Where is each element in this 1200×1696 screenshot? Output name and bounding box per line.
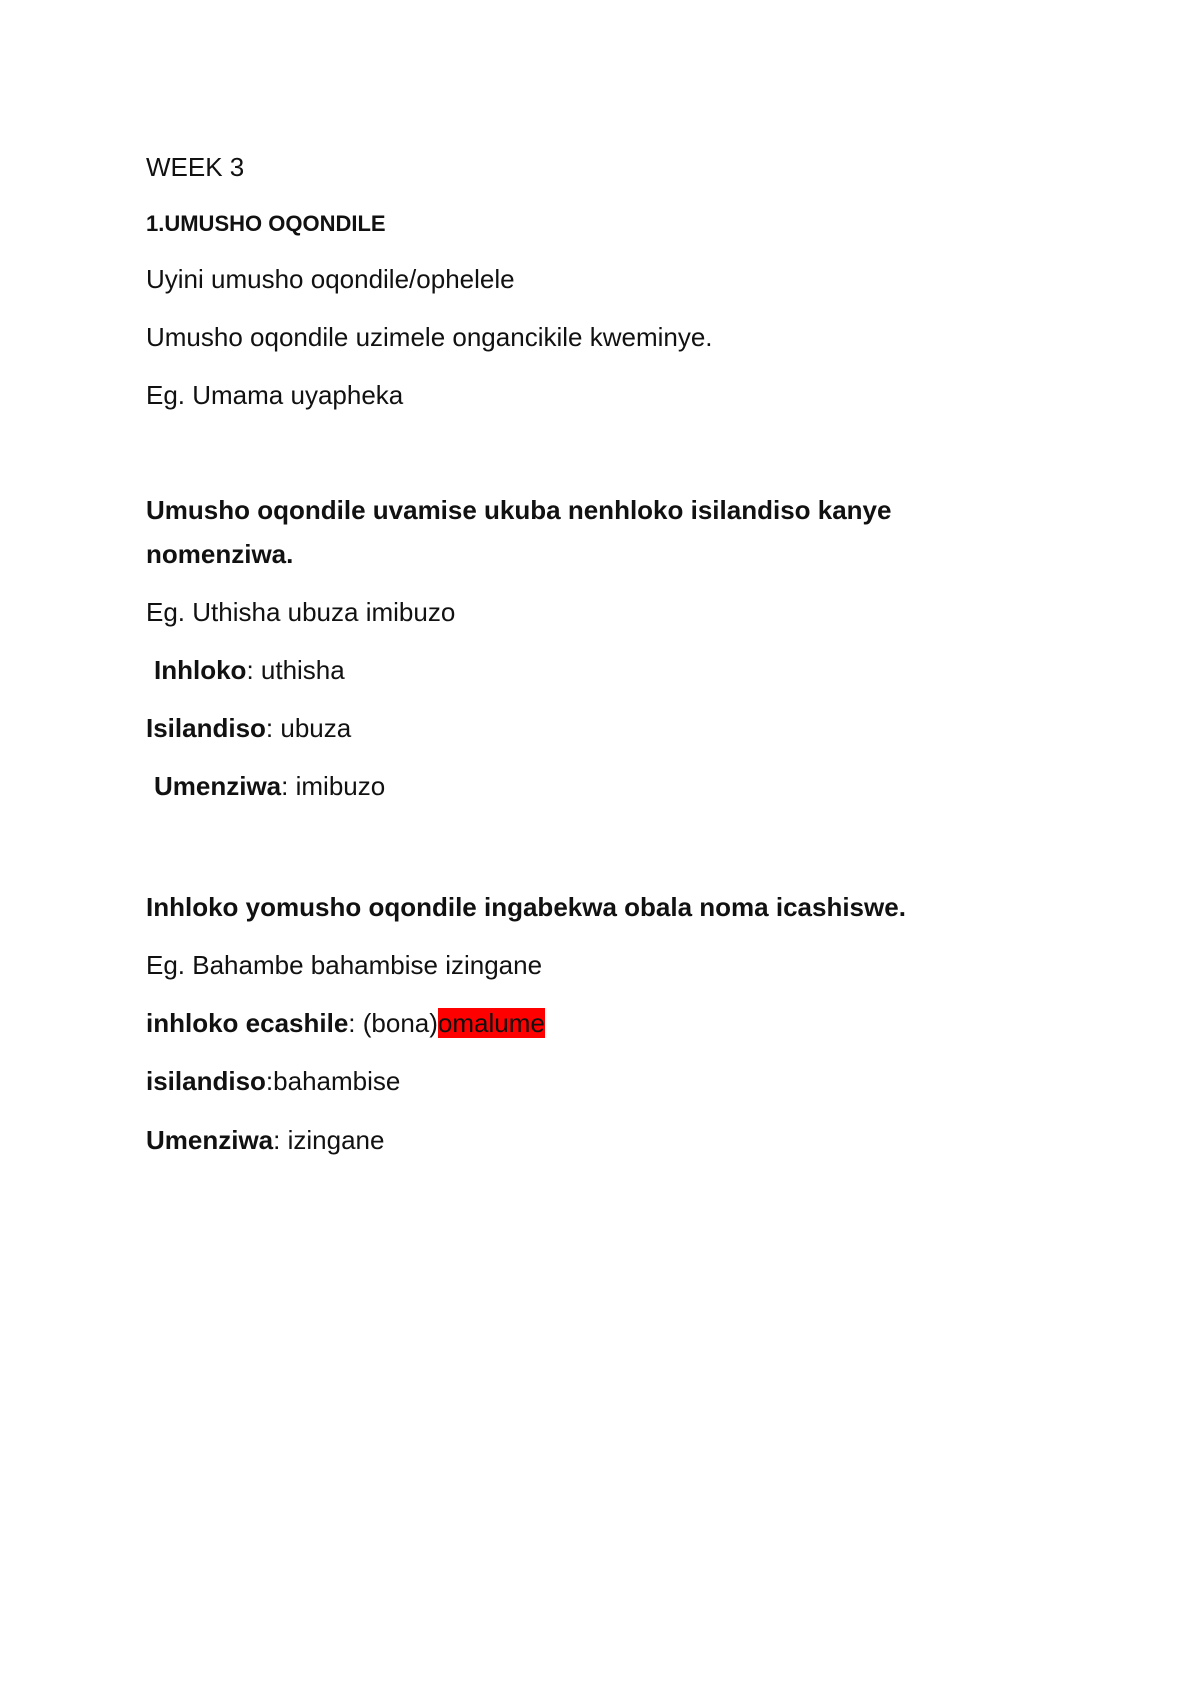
isilandiso-value: :bahambise [265, 1066, 401, 1096]
isilandiso-label: isilandiso [146, 1066, 266, 1096]
umenziwa-label: Umenziwa [154, 771, 282, 801]
inhloko-label: Inhloko [154, 655, 247, 685]
rule2-isilandiso [146, 1065, 400, 1097]
isilandiso-value: : ubuza [265, 713, 352, 743]
rule1-heading-line-2: nomenziwa. [146, 539, 294, 569]
intro-example: Eg. Umama uyapheka [146, 380, 404, 410]
umenziwa-label: Umenziwa [146, 1125, 274, 1155]
week-heading: WEEK 3 [146, 152, 245, 182]
intro-line-1: Uyini umusho oqondile/ophelele [146, 264, 515, 294]
highlighted-word: omalume [437, 1008, 545, 1038]
inhloko-value: : uthisha [246, 655, 345, 685]
rule1-inhloko [154, 654, 345, 686]
rule2-umenziwa [146, 1124, 384, 1156]
intro-line-2: Umusho oqondile uzimele ongancikile kweminye. [146, 322, 713, 352]
rule1-umenziwa [154, 770, 385, 802]
rule1-isilandiso [146, 712, 351, 744]
inhloko-ecashile-label: inhloko ecashile [146, 1008, 349, 1038]
rule2-heading: Inhloko yomusho oqondile ingabekwa obala noma icashiswe. [146, 892, 906, 922]
umenziwa-value: : izingane [273, 1125, 385, 1155]
rule2-example: Eg. Bahambe bahambise izingane [146, 950, 543, 980]
inhloko-ecashile-value: : (bona) [348, 1008, 438, 1038]
umenziwa-value: : imibuzo [281, 771, 386, 801]
rule1-example: Eg. Uthisha ubuza imibuzo [146, 597, 456, 627]
rule2-inhloko [146, 1007, 545, 1039]
rule1-heading-line-1: Umusho oqondile uvamise ukuba nenhloko isilandiso kanye [146, 495, 892, 525]
isilandiso-label: Isilandiso [146, 713, 266, 743]
section-title: 1.UMUSHO OQONDILE [146, 211, 386, 236]
